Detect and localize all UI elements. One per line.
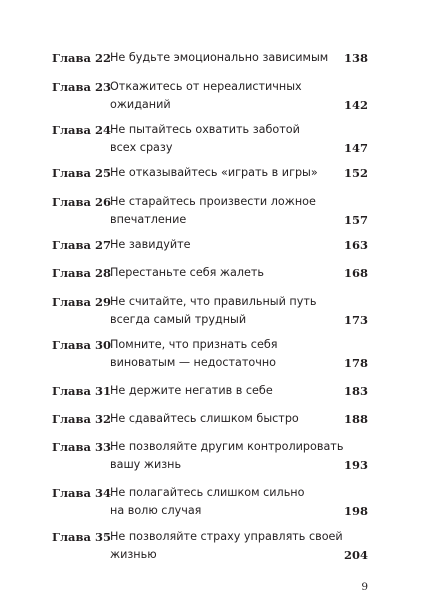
page-number: 163	[343, 238, 368, 252]
chapter-title	[110, 382, 350, 400]
chapter-label: Глава 33	[52, 440, 111, 454]
chapter-label: Глава 27	[52, 238, 111, 252]
chapter-title-line: Не полагайтесь слишком сильно	[110, 486, 305, 499]
chapter-title-line: Перестаньте себя жалеть	[110, 266, 264, 279]
chapter-title	[110, 484, 350, 520]
chapter-title	[110, 410, 350, 428]
chapter-title-line: на волю случая	[110, 504, 202, 517]
chapter-title	[110, 193, 350, 229]
chapter-title	[110, 164, 350, 182]
chapter-label: Глава 31	[52, 384, 111, 398]
chapter-title-line: ожиданий	[110, 98, 171, 111]
chapter-title	[110, 49, 350, 67]
chapter-title	[110, 264, 350, 282]
chapter-title-line: всех сразу	[110, 141, 173, 154]
chapter-title-line: Не сдавайтесь слишком быстро	[110, 412, 299, 425]
chapter-title-line: Помните, что признать себя	[110, 338, 278, 351]
page-number: 157	[343, 213, 368, 227]
page-number: 183	[343, 384, 368, 398]
chapter-label: Глава 29	[52, 295, 111, 309]
chapter-title-line: вашу жизнь	[110, 458, 182, 471]
chapter-title	[110, 293, 350, 329]
chapter-title-line: жизнью	[110, 548, 157, 561]
chapter-title-line: Не старайтесь произвести ложное	[110, 195, 316, 208]
chapter-title-line: Не позволяйте другим контролировать	[110, 440, 344, 453]
page-number: 178	[343, 356, 368, 370]
chapter-label: Глава 32	[52, 412, 111, 426]
page-folio: 9	[361, 581, 368, 593]
chapter-label: Глава 23	[52, 80, 111, 94]
page-number: 198	[343, 504, 368, 518]
page-number: 168	[343, 266, 368, 280]
chapter-label: Глава 35	[52, 530, 111, 544]
chapter-title-line: всегда самый трудный	[110, 313, 247, 326]
chapter-title	[110, 236, 350, 254]
chapter-title	[110, 78, 350, 114]
chapter-title-line: Не завидуйте	[110, 238, 191, 251]
page-number: 193	[343, 458, 368, 472]
chapter-title-line: Не отказывайтесь «играть в игры»	[110, 166, 318, 179]
chapter-title-line: Не держите негатив в себе	[110, 384, 273, 397]
chapter-title-line: виноватым — недостаточно	[110, 356, 276, 369]
page-number: 188	[343, 412, 368, 426]
chapter-title-line: Не считайте, что правильный путь	[110, 295, 317, 308]
page-number: 173	[343, 313, 368, 327]
chapter-title-line: Не позволяйте страху управлять своей	[110, 530, 343, 543]
page-number: 138	[343, 51, 368, 65]
chapter-label: Глава 34	[52, 486, 111, 500]
chapter-label: Глава 25	[52, 166, 111, 180]
chapter-title-line: Откажитесь от нереалистичных	[110, 80, 302, 93]
chapter-label: Глава 28	[52, 266, 111, 280]
page-number: 147	[343, 141, 368, 155]
chapter-title-line: впечатление	[110, 213, 187, 226]
page-number: 152	[343, 166, 368, 180]
chapter-title	[110, 336, 350, 372]
chapter-title-line: Не будьте эмоционально зависимым	[110, 51, 329, 64]
chapter-label: Глава 26	[52, 195, 111, 209]
chapter-label: Глава 24	[52, 123, 111, 137]
chapter-title	[110, 438, 350, 474]
page-number: 142	[343, 98, 368, 112]
chapter-title	[110, 528, 350, 564]
chapter-title	[110, 121, 350, 157]
chapter-label: Глава 22	[52, 51, 111, 65]
page-number: 204	[343, 548, 368, 562]
chapter-label: Глава 30	[52, 338, 111, 352]
chapter-title-line: Не пытайтесь охватить заботой	[110, 123, 300, 136]
